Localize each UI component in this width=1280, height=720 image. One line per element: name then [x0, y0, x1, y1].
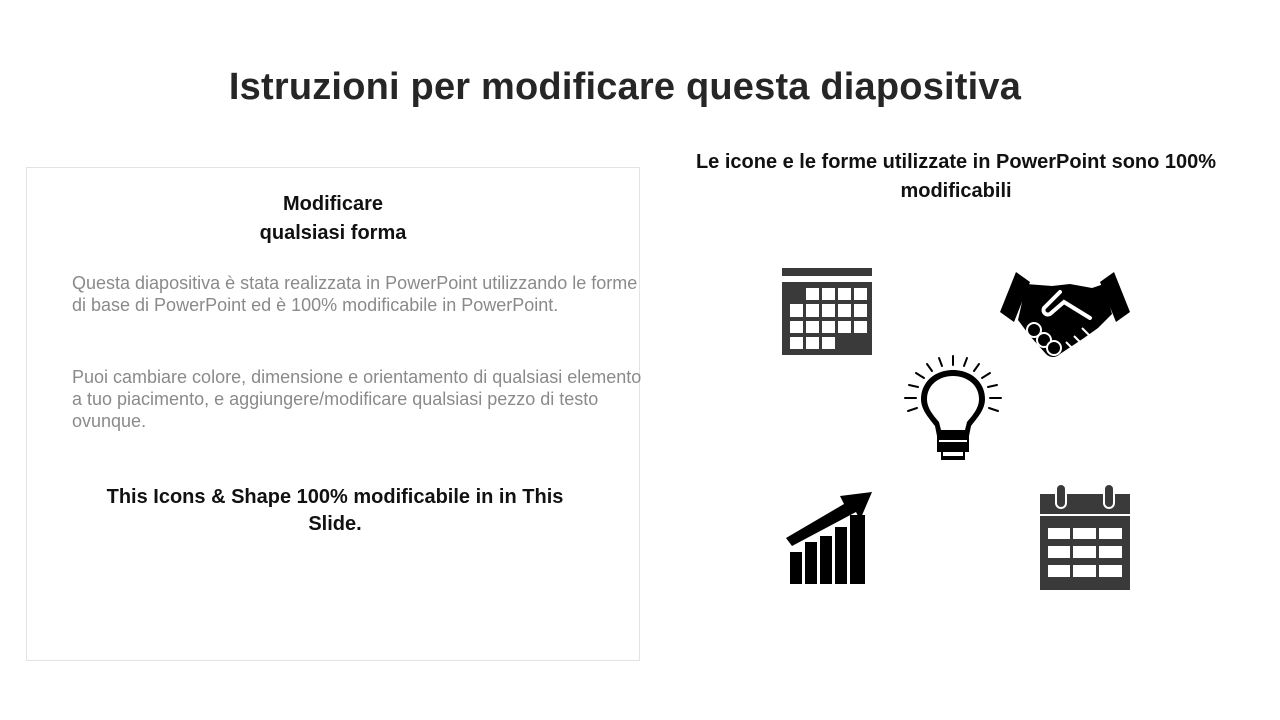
slide-title: Istruzioni per modificare questa diapositiva [228, 66, 1022, 108]
growth-chart-icon [786, 490, 876, 586]
panel-paragraph-1: Questa diapositiva è stata realizzata in PowerPoint utilizzando le forme di base di PowerPoint ed è 100% modificabile in PowerPoint. [72, 273, 638, 315]
panel-heading: Modificare qualsiasi forma [259, 193, 407, 244]
text-panel [26, 167, 640, 661]
panel-footer-note: This Icons & Shape 100% modificabile in in This Slide. [106, 486, 564, 535]
icons-heading: Le icone e le forme utilizzate in PowerPoint sono 100% modificabili [695, 151, 1217, 202]
handshake-icon [1000, 270, 1130, 360]
calendar-grid-icon [782, 268, 872, 356]
panel-paragraph-2: Puoi cambiare colore, dimensione e orientamento di qualsiasi elemento a tuo piacimento, e aggiungere/modificare qualsiasi pezzo di testo ovunque. [72, 367, 642, 431]
lightbulb-icon [903, 354, 1003, 464]
calendar-binder-icon [1040, 484, 1130, 590]
